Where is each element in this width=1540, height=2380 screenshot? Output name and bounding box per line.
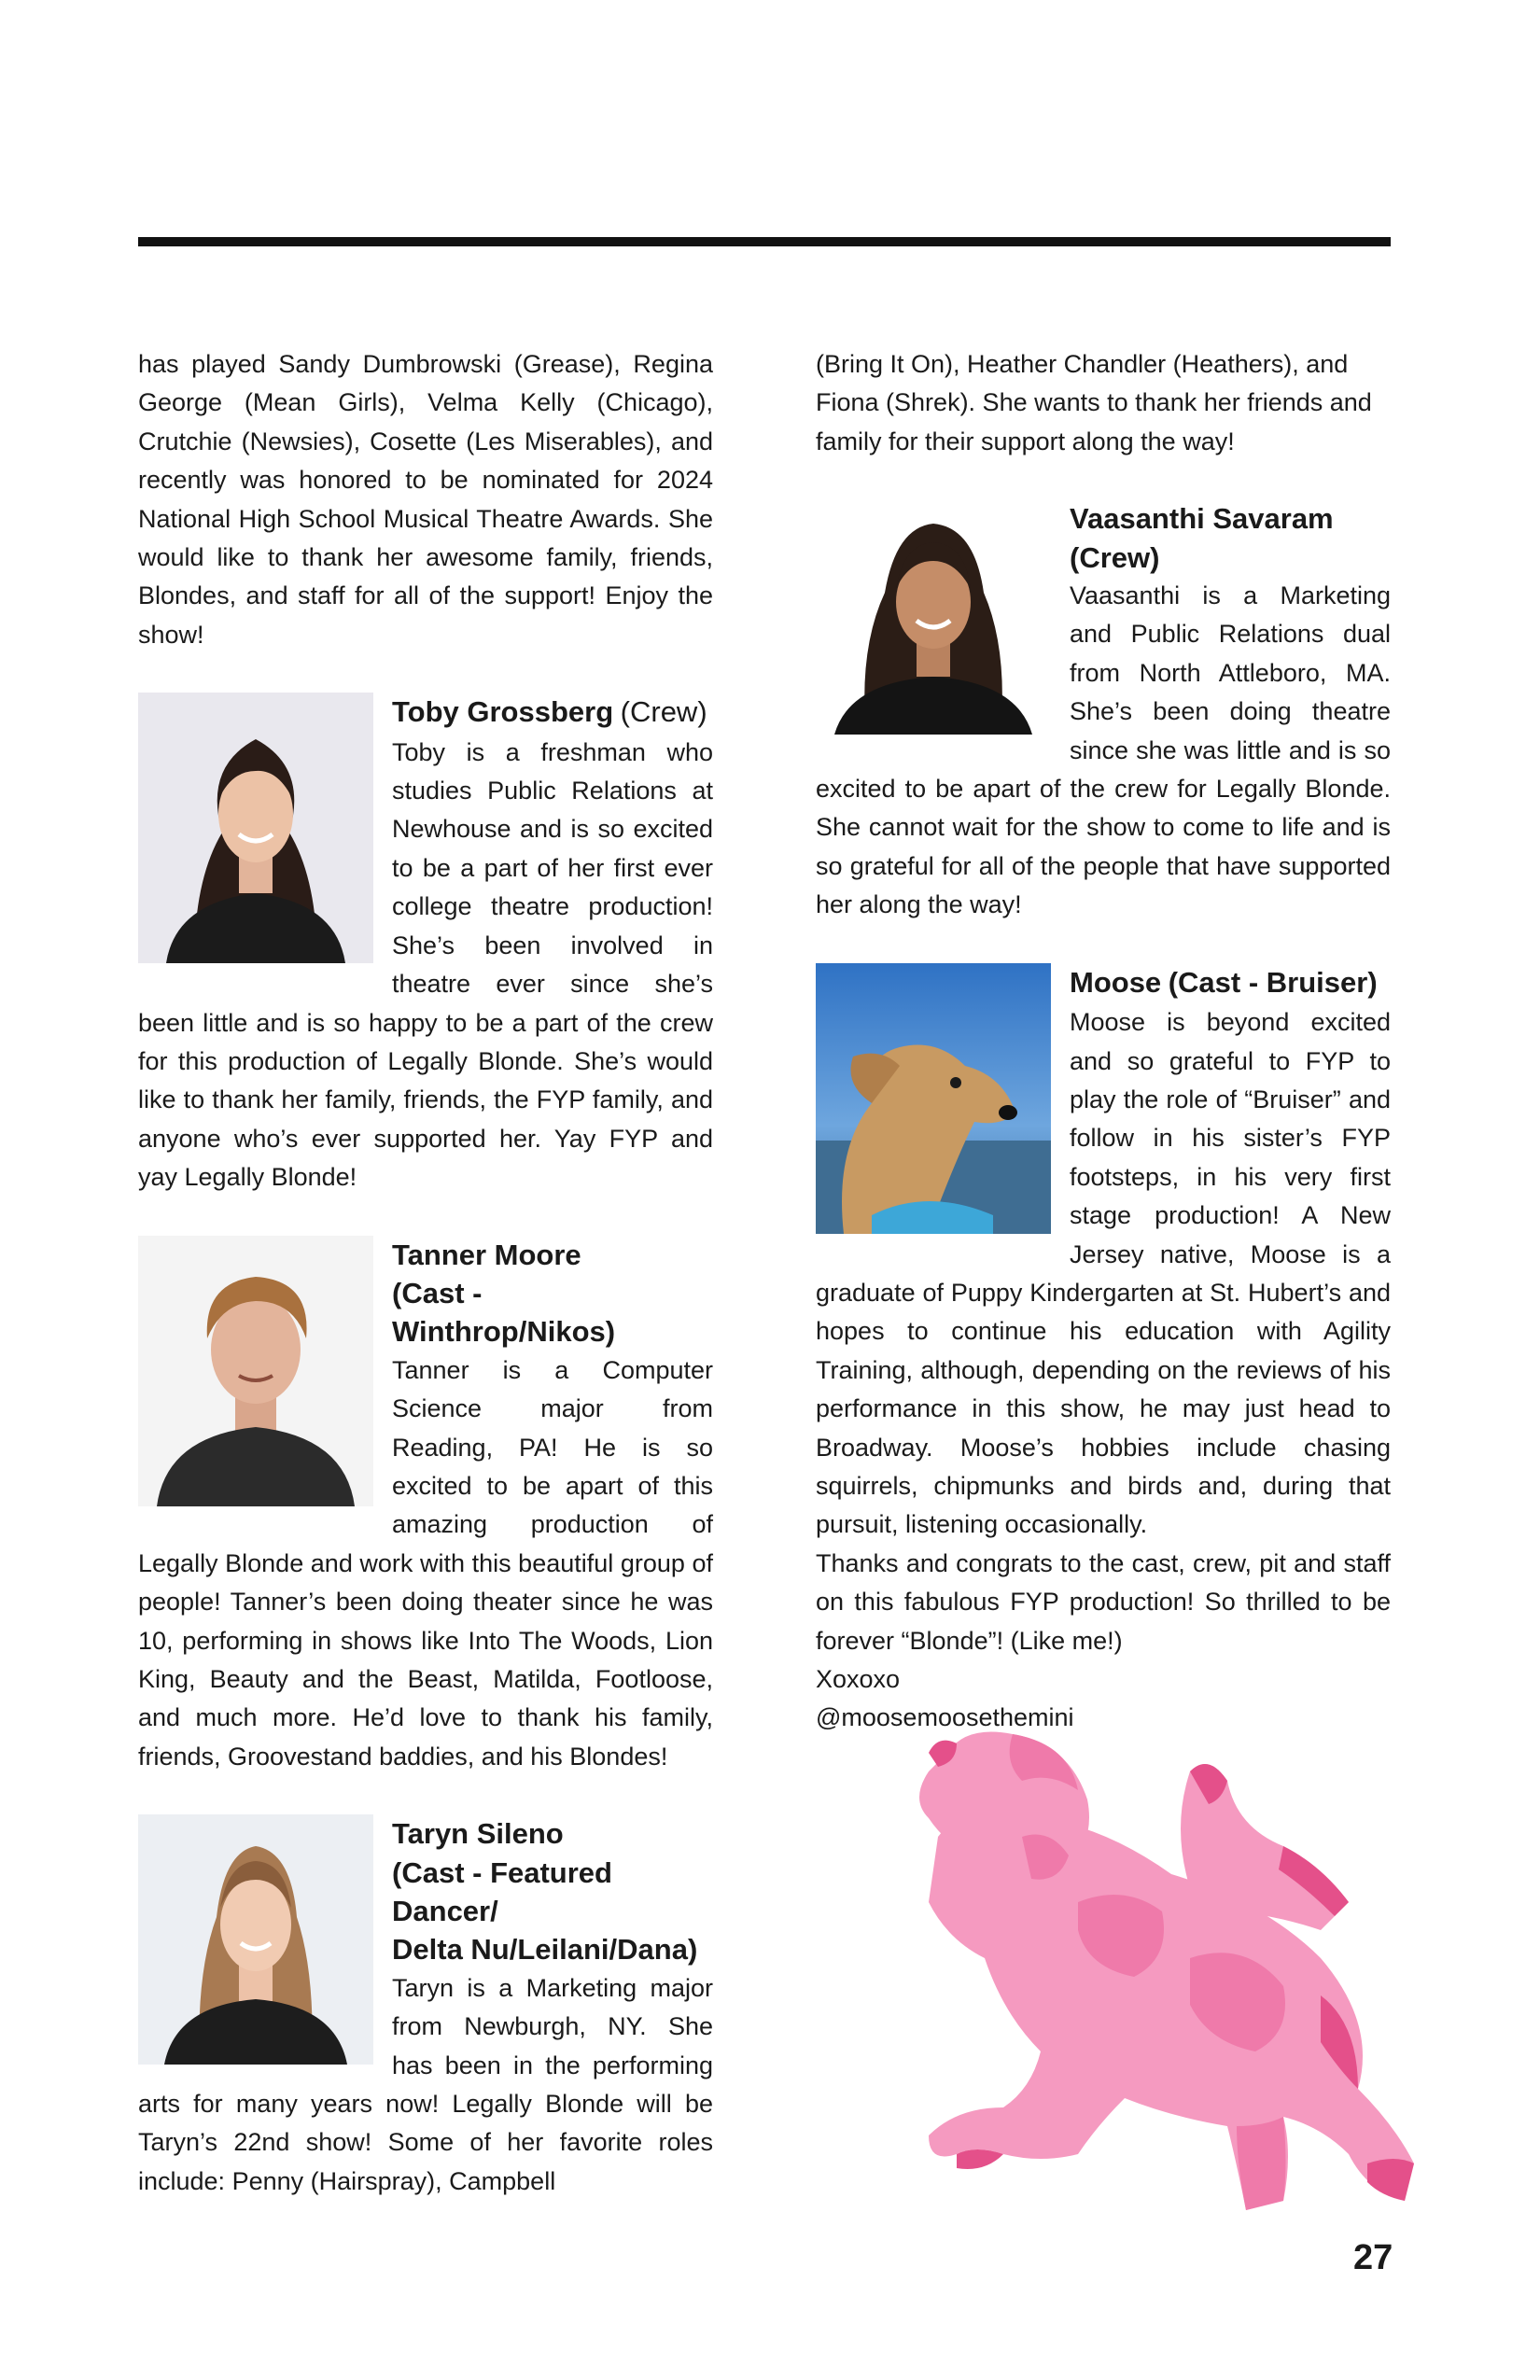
headshot-vaasanthi-savaram [816, 499, 1051, 735]
bio-text: Toby is a freshman who studies Public Relations at Newhouse and is so excited to be a part of her first ever college theatre production! She’s been involved in theatre ever since she’s been little and is so happy to be a part of the crew for this production of Legally Blonde. She’s would like to thank her family, friends, the FYP family, and anyone who’s ever supported her. Yay FYP and yay Legally Blonde! [138, 737, 713, 1192]
headshot-taryn-sileno [138, 1814, 373, 2065]
bio-role: (Crew) [620, 695, 707, 729]
photo-moose-dog [816, 963, 1051, 1234]
bio-text: Moose is beyond excited and so grateful to FYP to play the role of “Bruiser” and follow in his sister’s FYP footsteps, in his very first stage production! A New Jersey native, Moose is a graduate of Puppy Kindergarten at St. Hubert’s and hopes to continue his education with Agility Training, although, depending on the reviews of his performance in this show, he may just head to Broadway. Moose’s hobbies include chasing squirrels, chipmunks and birds and, during that pursuit, listening occasionally. [816, 1008, 1391, 1539]
bio-taryn-sileno [138, 1814, 713, 2201]
left-column [138, 345, 713, 2201]
social-handle: @moosemoosethemini [816, 1703, 1074, 1732]
bio-vaasanthi-savaram [816, 499, 1391, 924]
bio-moose [816, 963, 1391, 1738]
bio-role: (Crew) [1070, 540, 1160, 574]
bio-thanks: Thanks and congrats to the cast, crew, pit and staff on this fabulous FYP production! So thrilled to be forever “Blonde”! (Like me!) [816, 1548, 1391, 1655]
bio-role-line2: Delta Nu/Leilani/Dana) [392, 1933, 698, 1967]
bio-role: (Cast - Winthrop/Nikos) [392, 1276, 616, 1349]
bio-name: Moose [1070, 965, 1162, 999]
bio-tanner-moore [138, 1236, 713, 1777]
headshot-toby-grossberg [138, 693, 373, 963]
bio-text: Vaasanthi is a Marketing and Public Relations dual from North Attleboro, MA. She’s been doing theatre since she was little and is so excited to be apart of the crew for Legally Blonde. She cannot wait for the show to come to life and is so grateful for all of the people that have supported her along the way! [816, 581, 1391, 919]
bio-role: (Cast - Bruiser) [1168, 965, 1378, 999]
headshot-tanner-moore [138, 1236, 373, 1506]
continued-bio-text: has played Sandy Dumbrowski (Grease), Regina George (Mean Girls), Velma Kelly (Chicago), Crutchie (Newsies), Cosette (Les Miserables), and recently was honored to be nominated for 2024 National High School Musical Theatre Awards. She would like to thank her awesome family, friends, Blondes, and staff for all of the support! Enjoy the show! [138, 350, 713, 649]
bio-toby-grossberg [138, 693, 713, 1197]
pink-dog-illustration [798, 1715, 1479, 2238]
bio-signoff: Xoxoxo [816, 1665, 901, 1693]
bio-name: Vaasanthi Savaram [1070, 502, 1334, 536]
bio-role-line1: (Cast - Featured Dancer/ [392, 1855, 612, 1928]
header-rule [138, 237, 1391, 246]
right-column [816, 345, 1391, 1738]
bio-name: Taryn Sileno [392, 1817, 564, 1851]
continued-bio-text: (Bring It On), Heather Chandler (Heathers), and Fiona (Shrek). She wants to thank her friends and family for their support along the way! [816, 350, 1372, 455]
bio-text: Tanner is a Computer Science major from Reading, PA! He is so excited to be apart of this amazing production of Legally Blonde and work with this beautiful group of people! Tanner’s been doing theater since he was 10, performing in shows like Into The Woods, Lion King, Beauty and the Beast, Matilda, Footloose, and much more. He’d love to thank his family, friends, Groovestand baddies, and his Blondes! [138, 1355, 713, 1771]
bio-name: Tanner Moore [392, 1238, 581, 1271]
bio-text: Taryn is a Marketing major from Newburgh, NY. She has been in the performing arts for many years now! Legally Blonde will be Taryn’s 22nd show! Some of her favorite roles include: Penny (Hairspray), Campbell [138, 1973, 713, 2195]
bio-name: Toby Grossberg [392, 695, 614, 729]
page-number: 27 [1353, 2238, 1393, 2277]
